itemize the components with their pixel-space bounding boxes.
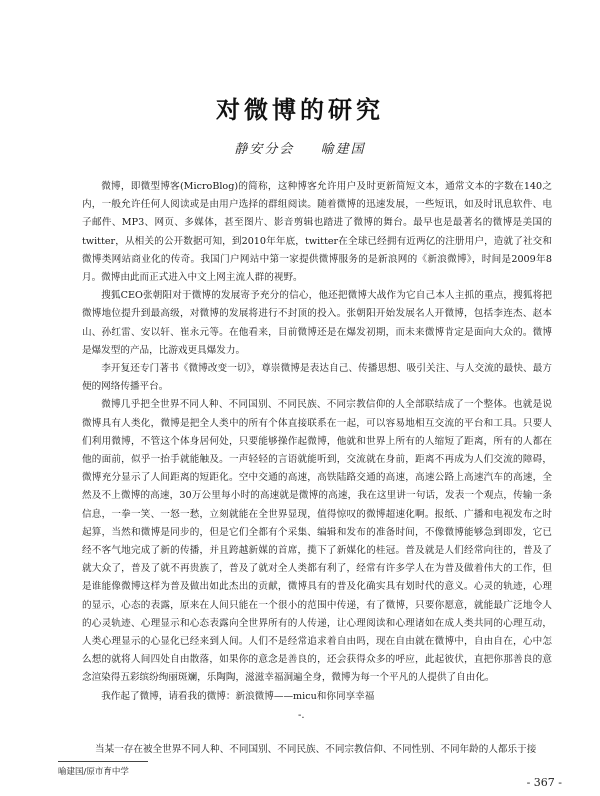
- paragraph: 李开复还专门著书《微博改变一切》，尊崇微博是表达自己、传播思想、吸引关注、与人交流的最快、最方便的网络传播平台。: [82, 363, 552, 393]
- article-authors: [0, 138, 600, 157]
- paragraph: 微博几乎把全世界不同人种、不同国别、不同民族、不同宗教信仰的人全部联结成了一个整体。也就是说微博具有人类化，微博是把全人类中的所有个体直接联系在一起，可以容易地相互交流的平台和工具。只要人们利用微博，不管这个体身居何处，只要能够操作起微博，他就和世界上所有的人缩短了距离，所有的人都在他的面前，似乎一抬手就能触及。一声轻轻的言语就能听到，交流就在身前，距离不再成为人们交流的障碍，微博充分显示了人间距离的短距化。空中交通的高速，高铁陆路交通的高速，高速公路上高速汽车的高速，全然及不上微博的高速，30万公里每小时的高速就是微博的高速，我在这里讲一句话，发表一个观点，传输一条信息，一拳一笑、一怒一愁，立刻就能在全世界显现，值得惊叹的微博超速化啊。报纸、广播和电视发布之时起算，当然和微博是同步的，但是它们全都有个采集、编辑和发布的准备时间，不像微博能够急到即发，它已经不客气地完成了新的传播，并且跨越新媒的首席，揽下了新媒化的桂冠。普及就是人们经常向往的，普及了就大众了，普及了就不再贵族了，普及了就对全人类都有利了，经常有许多学人在为普及做着伟大的工作，但是谁能像微博这样为普及做出如此杰出的贡献，微博具有的普及化确实具有划时代的意义。心灵的轨迹，心理的显示，心态的表露，原来在人间只能在一个很小的范围中传递，有了微博，只要你愿意，就能最广泛地令人的心灵轨迹、心理显示和心态表露向全世界所有的人传递，让心理阅读和心理诸如在成人类共同的心理互动，人类心理显示的心显化已经来到人间。人们不是经常追求着自由吗，现在自由就在微博中，自由自在，心中怎么想的就将人间四处自由散落，如果你的意念是善良的，还会获得众多的呼应，此起彼伏，直把你那善良的意念渲染得五彩缤纷绚丽斑斓，乐陶陶，滋滋幸福洞遍全身，微博为每一个平凡的人提供了自由化。: [82, 399, 552, 684]
- paragraph: 搜狐CEO张朝阳对于微博的发展寄予充分的信心，他还把微博大战作为它自己本人主抓的重点，搜狐将把微博地位提升到最高级，对微博的发展将进行不封顶的投入。张朝阳开始发展名人开微博，包括李连杰、赵本山、孙红雷、安以轩、崔永元等。在他看来，目前微博还是在爆发初期，而未来微博肯定是面向大众的。微博是爆发型的产品，比游戏更具爆发力。: [82, 290, 552, 356]
- paragraph: 我作起了微博，请看我的微博：新浪微博——micu和你同享幸福: [101, 690, 375, 702]
- footnote: 喻建国/原市育中学: [58, 767, 129, 777]
- author-name: 喻建国: [320, 142, 366, 157]
- paragraph: 微博，即微型博客(MicroBlog)的简称，这种博客允许用户及时更新简短文本，通常文本的字数在140之内，一般允许任何人阅读或是由用户选择的群组阅读。随着微博的迅速发展，一些短讯，如及时讯息软件、电子邮件、MP3、网页、多媒体，甚至图片、影音剪辑也踏进了微博的舞台。最早也是最著名的微博是美国的twitter，从相关的公开数据可知，到2010年年底，twitter在全球已经拥有近两亿的注册用户，造就了社交和微博类网站商业化的传奇。我国门户网站中第一家提供微博服务的是新浪网的《新浪微博》，时间是2009年8月。微博由此而正式进入中文上网主流人群的视野。: [82, 181, 552, 284]
- article-body: [82, 178, 552, 706]
- author-affiliation: 静安分会: [234, 142, 295, 157]
- article-title: 对微博的研究: [216, 95, 384, 124]
- page-number: - 367 -: [526, 776, 562, 789]
- bottom-quote: 当某一存在被全世界不同人种、不同国别、不同民族、不同宗教信仰、不同性别、不同年龄的人都乐于接: [95, 744, 537, 755]
- footnote-rule: [58, 761, 148, 762]
- section-divider: -.: [298, 710, 305, 721]
